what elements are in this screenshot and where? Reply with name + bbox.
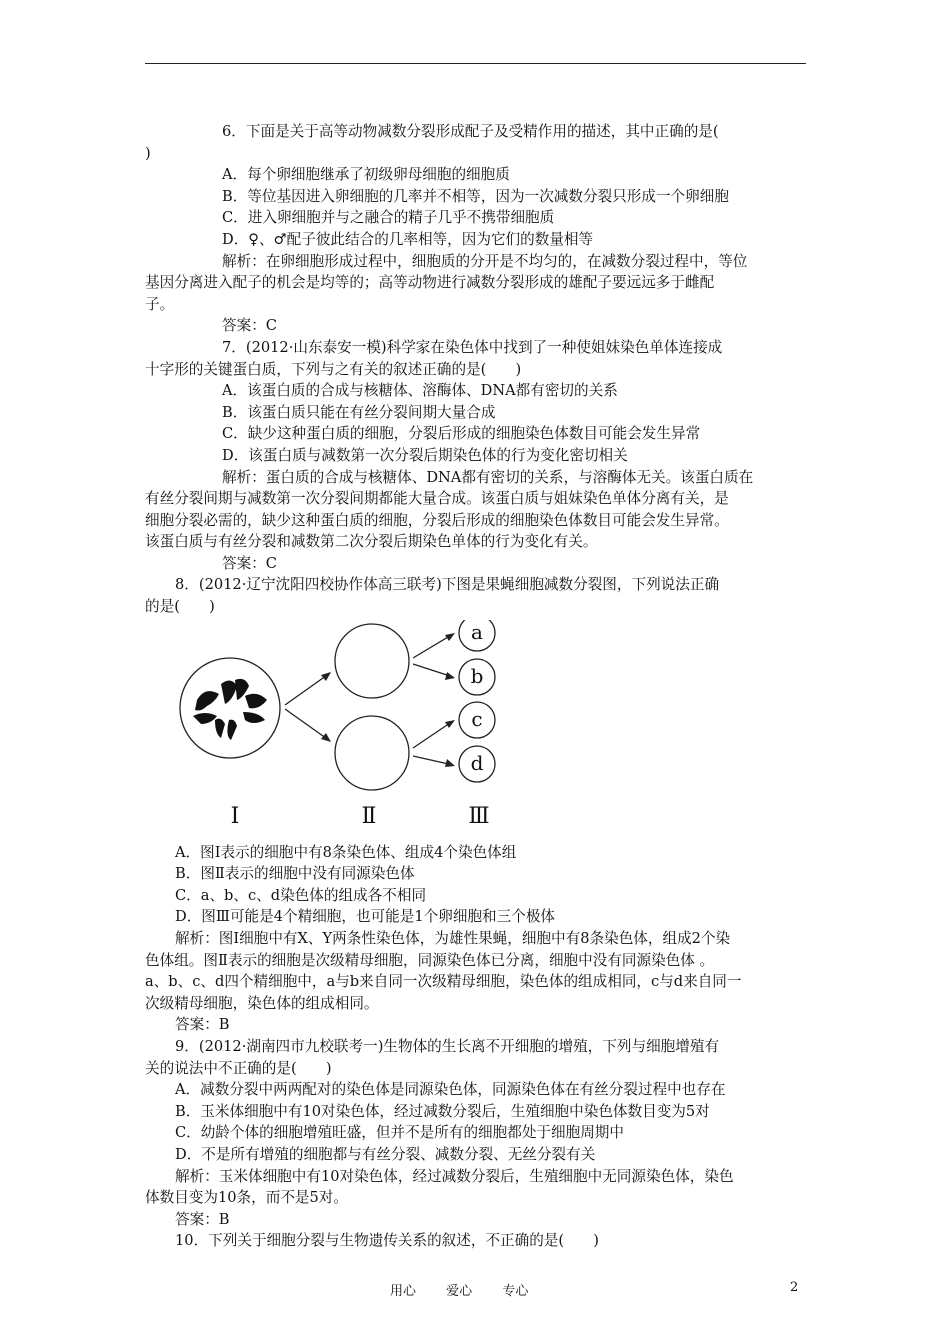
stage3-label: Ⅲ xyxy=(468,803,490,829)
q7-option-b: B．该蛋白质只能在有丝分裂间期大量合成 xyxy=(222,403,496,421)
q8-stem-line1: 8．(2012·辽宁沈阳四校协作体高三联考)下图是果蝇细胞减数分裂图，下列说法正确 xyxy=(175,576,720,594)
page-number: 2 xyxy=(790,1280,799,1295)
q8-answer: 答案：B xyxy=(175,1016,230,1034)
header-rule xyxy=(145,63,806,64)
footer-motto xyxy=(390,1280,554,1299)
q6-analysis-line3: 子。 xyxy=(145,295,175,313)
q8-option-a: A．图Ⅰ表示的细胞中有8条染色体、组成4个染色体组 xyxy=(175,843,517,861)
meiosis-figure xyxy=(145,620,806,842)
document-body xyxy=(145,121,806,1252)
q6-stem-line2: ) xyxy=(145,144,151,162)
q7-stem-line1: 7．(2012·山东泰安一模)科学家在染色体中找到了一种使姐妹染色单体连接成 xyxy=(222,338,723,356)
cell-d-label: d xyxy=(470,750,484,775)
footer-motto-2: 爱心 xyxy=(446,1284,473,1299)
q8-option-c: C．a、b、c、d染色体的组成各不相同 xyxy=(175,886,427,904)
stage1-cell xyxy=(180,658,280,758)
cell-a-label: a xyxy=(471,619,483,644)
stage2-cell-bottom xyxy=(335,716,409,790)
q10-stem: 10．下列关于细胞分裂与生物遗传关系的叙述，不正确的是( ) xyxy=(175,1232,599,1250)
meiosis-diagram xyxy=(145,620,806,842)
q9-option-a: A．减数分裂中两两配对的染色体是同源染色体，同源染色体在有丝分裂过程中也存在 xyxy=(175,1081,726,1099)
q7-analysis-line2: 有丝分裂间期与减数第一次分裂间期都能大量合成。该蛋白质与姐妹染色单体分离有关，是 xyxy=(145,490,729,508)
q8-stem-line2: 的是( ) xyxy=(145,598,215,616)
q7-analysis-line1: 解析：蛋白质的合成与核糖体、DNA都有密切的关系，与溶酶体无关。该蛋白质在 xyxy=(222,468,754,486)
q6-option-b: B．等位基因进入卵细胞的几率并不相等，因为一次减数分裂只形成一个卵细胞 xyxy=(222,187,729,205)
q9-option-b: B．玉米体细胞中有10对染色体，经过减数分裂后，生殖细胞中染色体数目变为5对 xyxy=(175,1102,710,1120)
cell-c-label: c xyxy=(471,706,483,731)
q7-analysis-line3: 细胞分裂必需的，缺少这种蛋白质的细胞，分裂后形成的细胞染色体数目可能会发生异常。 xyxy=(145,511,729,529)
q6-answer: 答案：C xyxy=(222,317,277,335)
q6-analysis-line2: 基因分离进入配子的机会是均等的；高等动物进行减数分裂形成的雄配子要远远多于雌配 xyxy=(145,274,715,292)
q9-option-d: D．不是所有增殖的细胞都与有丝分裂、减数分裂、无丝分裂有关 xyxy=(175,1145,596,1163)
stage2-cell-top xyxy=(335,624,409,698)
q7-option-d: D．该蛋白质与减数第一次分裂后期染色体的行为变化密切相关 xyxy=(222,446,628,464)
q9-answer: 答案：B xyxy=(175,1210,230,1228)
q7-stem-line2: 十字形的关键蛋白质，下列与之有关的叙述正确的是( ) xyxy=(145,360,522,378)
q6-option-a: A．每个卵细胞继承了初级卵母细胞的细胞质 xyxy=(222,166,510,184)
q7-analysis-line4: 该蛋白质与有丝分裂和减数第二次分裂后期染色单体的行为变化有关。 xyxy=(145,533,598,551)
q8-analysis-line4: 次级精母细胞，染色体的组成相同。 xyxy=(145,994,379,1012)
q6-analysis-line1: 解析：在卵细胞形成过程中，细胞质的分开是不均匀的，在减数分裂过程中，等位 xyxy=(222,252,748,270)
q9-analysis-line2: 体数目变为10条，而不是5对。 xyxy=(145,1189,348,1207)
q6-option-c: C．进入卵细胞并与之融合的精子几乎不携带细胞质 xyxy=(222,209,555,227)
q8-analysis-line2: 色体组。图Ⅱ表示的细胞是次级精母细胞，同源染色体已分离，细胞中没有同源染色体 。 xyxy=(145,951,715,969)
q7-answer: 答案：C xyxy=(222,554,277,572)
stage1-label: Ⅰ xyxy=(230,803,240,829)
q8-analysis-line3: a、b、c、d四个精细胞中，a与b来自同一次级精母细胞，染色体的组成相同，c与d来自同一 xyxy=(145,973,742,991)
footer-motto-1: 用心 xyxy=(390,1284,417,1299)
q8-option-d: D．图Ⅲ可能是4个精细胞，也可能是1个卵细胞和三个极体 xyxy=(175,908,556,926)
q9-stem-line1: 9．(2012·湖南四市九校联考一)生物体的生长离不开细胞的增殖，下列与细胞增殖有 xyxy=(175,1038,720,1055)
q8-option-b: B．图Ⅱ表示的细胞中没有同源染色体 xyxy=(175,865,415,883)
q6-option-d: D．♀、♂配子彼此结合的几率相等，因为它们的数量相等 xyxy=(222,230,594,248)
q8-analysis-line1: 解析：图Ⅰ细胞中有X、Y两条性染色体，为雄性果蝇，细胞中有8条染色体，组成2个染 xyxy=(175,930,731,948)
q9-option-c: C．幼龄个体的细胞增殖旺盛，但并不是所有的细胞都处于细胞周期中 xyxy=(175,1124,624,1142)
footer-motto-3: 专心 xyxy=(502,1284,529,1299)
q9-analysis-line1: 解析：玉米体细胞中有10对染色体，经过减数分裂后，生殖细胞中无同源染色体，染色 xyxy=(175,1167,734,1185)
q7-option-c: C．缺少这种蛋白质的细胞，分裂后形成的细胞染色体数目可能会发生异常 xyxy=(222,425,701,443)
q9-stem-line2: 关的说法中不正确的是( ) xyxy=(145,1059,332,1077)
stage2-label: Ⅱ xyxy=(361,803,377,829)
q7-option-a: A．该蛋白质的合成与核糖体、溶酶体、DNA都有密切的关系 xyxy=(222,382,618,400)
cell-b-label: b xyxy=(470,663,484,688)
q6-stem-line1: 6．下面是关于高等动物减数分裂形成配子及受精作用的描述，其中正确的是( xyxy=(222,123,719,140)
